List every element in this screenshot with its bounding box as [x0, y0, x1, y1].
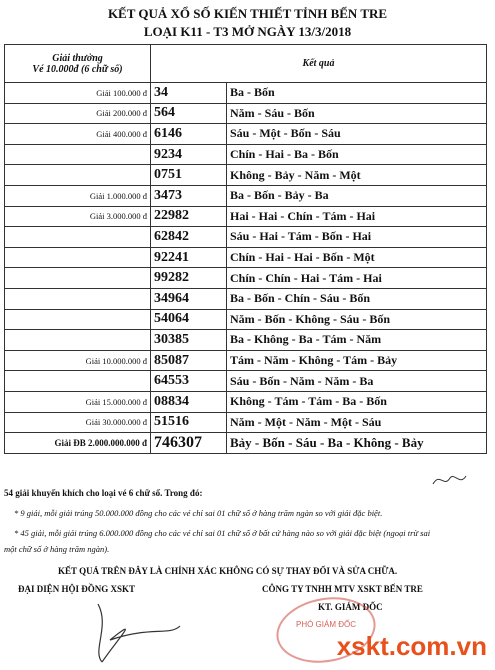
table-row: [5, 350, 487, 371]
prize-cell: Giải 3.000.000 đ: [5, 206, 151, 227]
table-row: [5, 185, 487, 206]
words-cell: Sáu - Một - Bốn - Sáu: [227, 124, 487, 145]
words-cell: Không - Tám - Tám - Ba - Bốn: [227, 391, 487, 412]
promo-detail-2: * 45 giải, mỗi giải trúng 6.000.000 đồng cho các vé chỉ sai 01 chữ số ở bất cứ hàng nào so với giải đặc biệt (ngoại trừ sai: [14, 528, 431, 538]
prize-column-header: [5, 45, 151, 83]
council-signature-label: ĐẠI DIỆN HỘI ĐỒNG XSKT: [18, 584, 136, 594]
words-cell: Sáu - Hai - Tám - Bốn - Hai: [227, 227, 487, 248]
table-row: [5, 412, 487, 433]
prize-cell: Giải 10.000.000 đ: [5, 350, 151, 371]
number-cell: 3473: [151, 185, 227, 206]
promo-note: 54 giải khuyến khích cho loại vé 6 chữ số. Trong đó:: [4, 488, 203, 498]
table-row: [5, 433, 487, 454]
number-cell: 6146: [151, 124, 227, 145]
table-row: [5, 165, 487, 186]
table-row: [5, 83, 487, 104]
prize-cell: [5, 309, 151, 330]
number-cell: 62842: [151, 227, 227, 248]
number-cell: 30385: [151, 330, 227, 351]
prize-header-subtitle: Vé 10.000đ (6 chữ số): [32, 63, 123, 75]
report-subtitle: LOẠI K11 - T3 MỞ NGÀY 13/3/2018: [143, 24, 352, 39]
prize-cell: Giải 400.000 đ: [5, 124, 151, 145]
table-row: [5, 330, 487, 351]
words-cell: Năm - Một - Năm - Một - Sáu: [227, 412, 487, 433]
report-title: KẾT QUẢ XỔ SỐ KIẾN THIẾT TỈNH BẾN TRE: [107, 6, 388, 21]
table-row: [5, 103, 487, 124]
results-table: [4, 44, 487, 454]
words-cell: Chín - Hai - Hai - Bốn - Một: [227, 247, 487, 268]
prize-cell: [5, 371, 151, 392]
words-cell: Không - Bảy - Năm - Một: [227, 165, 487, 186]
prize-cell: [5, 227, 151, 248]
table-row: [5, 124, 487, 145]
table-row: [5, 371, 487, 392]
number-cell: 22982: [151, 206, 227, 227]
words-cell: Năm - Bốn - Không - Sáu - Bốn: [227, 309, 487, 330]
director-title: KT. GIÁM ĐỐC: [318, 602, 383, 612]
number-cell: 54064: [151, 309, 227, 330]
promo-detail-2-cont: một chữ số ở hàng trăm ngàn).: [4, 544, 110, 554]
words-cell: Chín - Hai - Ba - Bốn: [227, 144, 487, 165]
prize-cell: Giải 200.000 đ: [5, 103, 151, 124]
prize-cell: [5, 247, 151, 268]
site-watermark: xskt.com.vn: [336, 631, 487, 661]
words-cell: Hai - Hai - Chín - Tám - Hai: [227, 206, 487, 227]
number-cell: 92241: [151, 247, 227, 268]
words-cell: Ba - Bốn - Bảy - Ba: [227, 185, 487, 206]
prize-cell: [5, 268, 151, 289]
words-cell: Ba - Không - Ba - Tám - Năm: [227, 330, 487, 351]
words-cell: Bảy - Bốn - Sáu - Ba - Không - Bảy: [227, 433, 487, 454]
accuracy-statement: KẾT QUẢ TRÊN ĐÂY LÀ CHÍNH XÁC KHÔNG CÓ SỰ THAY ĐỔI VÀ SỬA CHỮA.: [58, 566, 398, 576]
number-cell: 34964: [151, 288, 227, 309]
words-cell: Tám - Năm - Không - Tám - Bảy: [227, 350, 487, 371]
number-cell: 85087: [151, 350, 227, 371]
number-cell: 64553: [151, 371, 227, 392]
prize-cell: [5, 165, 151, 186]
number-cell: 99282: [151, 268, 227, 289]
number-cell: 564: [151, 103, 227, 124]
prize-header-title: Giải thưởng: [52, 52, 103, 64]
prize-cell: [5, 330, 151, 351]
prize-cell: Giải 15.000.000 đ: [5, 391, 151, 412]
prize-cell: [5, 288, 151, 309]
table-row: [5, 288, 487, 309]
table-row: [5, 309, 487, 330]
words-cell: Ba - Bốn - Chín - Sáu - Bốn: [227, 288, 487, 309]
words-cell: Chín - Chín - Hai - Tám - Hai: [227, 268, 487, 289]
result-column-header: Kết quả: [151, 45, 487, 83]
number-cell: 746307: [151, 433, 227, 454]
table-row: [5, 144, 487, 165]
initial-mark: [430, 470, 470, 490]
promo-detail-1: * 9 giải, mỗi giải trúng 50.000.000 đồng cho các vé chỉ sai 01 chữ số ở hàng trăm ngàn so với giải đặc biệt.: [14, 508, 383, 518]
stamp-label: PHÓ GIÁM ĐỐC: [296, 620, 357, 629]
number-cell: 34: [151, 83, 227, 104]
number-cell: 9234: [151, 144, 227, 165]
table-row: [5, 391, 487, 412]
prize-cell: Giải 30.000.000 đ: [5, 412, 151, 433]
table-row: [5, 206, 487, 227]
words-cell: Năm - Sáu - Bốn: [227, 103, 487, 124]
council-signature: [80, 596, 200, 666]
prize-cell: [5, 144, 151, 165]
number-cell: 51516: [151, 412, 227, 433]
prize-cell: Giải 1.000.000 đ: [5, 185, 151, 206]
company-signature-label: CÔNG TY TNHH MTV XSKT BẾN TRE: [262, 584, 423, 594]
number-cell: 08834: [151, 391, 227, 412]
number-cell: 0751: [151, 165, 227, 186]
table-row: [5, 268, 487, 289]
prize-cell: Giải ĐB 2.000.000.000 đ: [5, 433, 151, 454]
table-row: [5, 227, 487, 248]
table-row: [5, 247, 487, 268]
words-cell: Sáu - Bốn - Năm - Năm - Ba: [227, 371, 487, 392]
words-cell: Ba - Bốn: [227, 83, 487, 104]
prize-cell: Giải 100.000 đ: [5, 83, 151, 104]
